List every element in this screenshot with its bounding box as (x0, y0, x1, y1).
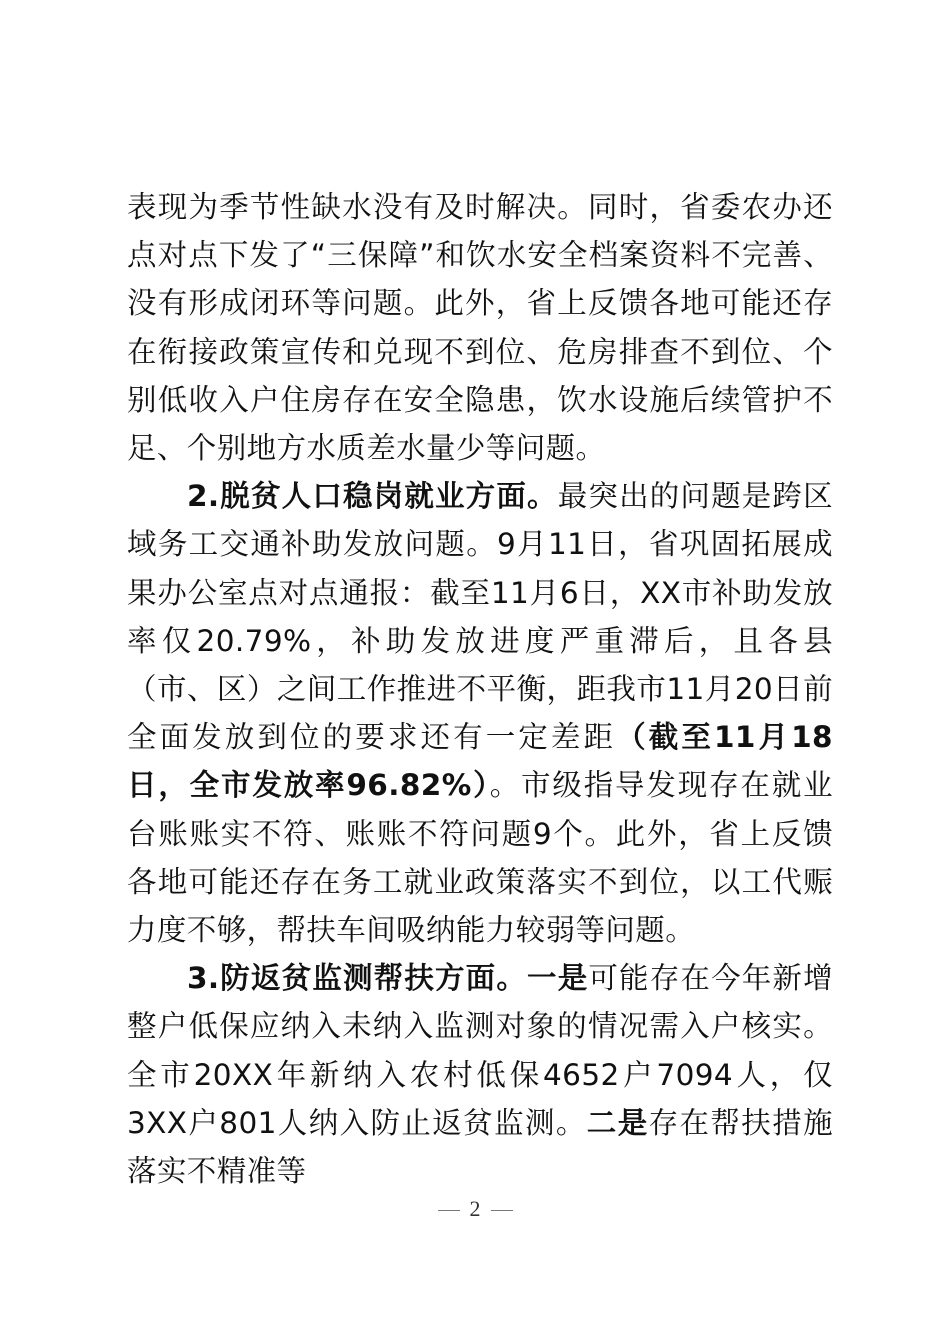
point-1-text: 可能存在今年新增整户低保应纳入未纳入监测对象的情况需入户核实。全市20XX年新纳入农村低保4652户7094人，仅3XX户801人纳入防止返贫监测。 (127, 961, 833, 1140)
bold-note-payout-rate: （截至11月18日，全市发放率96.82%） (127, 720, 833, 803)
paragraph-1-text: 表现为季节性缺水没有及时解决。同时，省委农办还点对点下发了“三保障”和饮水安全档案资料不完善、没有形成闭环等问题。此外，省上反馈各地可能还存在衔接政策宣传和兑现不到位、危房排查不到位、个别低收入户住房存在安全隐患，饮水设施后续管护不足、个别地方水质差水量少等问题。 (127, 190, 833, 466)
document-body (127, 183, 833, 1195)
paragraph-3 (127, 954, 833, 1195)
paragraph-1 (127, 183, 833, 472)
point-2-text: 存在帮扶措施落实不精准等 (127, 1105, 834, 1189)
section-heading-employment: 2.脱贫人口稳岗就业方面。 (187, 479, 558, 514)
paragraph-2-text-a: 最突出的问题是跨区域务工交通补助发放问题。9月11日，省巩固拓展成果办公室点对点通报：截至11月6日，XX市补助发放率仅20.79%，补助发放进度严重滞后，且各县（市、区）之间工作推进不平衡，距我市11月20日前全面发放到位的要求还有一定差距 (127, 479, 834, 755)
paragraph-2 (127, 472, 833, 954)
section-heading-monitoring: 3.防返贫监测帮扶方面。 (187, 961, 528, 996)
dash-right (491, 1210, 513, 1211)
page-number: 2 (469, 1196, 481, 1221)
dash-left (438, 1210, 460, 1211)
page-footer (0, 1196, 950, 1222)
paragraph-2-text-b: 。市级指导发现存在就业台账账实不符、账账不符问题9个。此外，省上反馈各地可能还存在务工就业政策落实不到位，以工代赈力度不够，帮扶车间吸纳能力较弱等问题。 (127, 768, 833, 948)
point-1-label: 一是 (527, 961, 589, 996)
point-2-label: 二是 (586, 1105, 649, 1140)
